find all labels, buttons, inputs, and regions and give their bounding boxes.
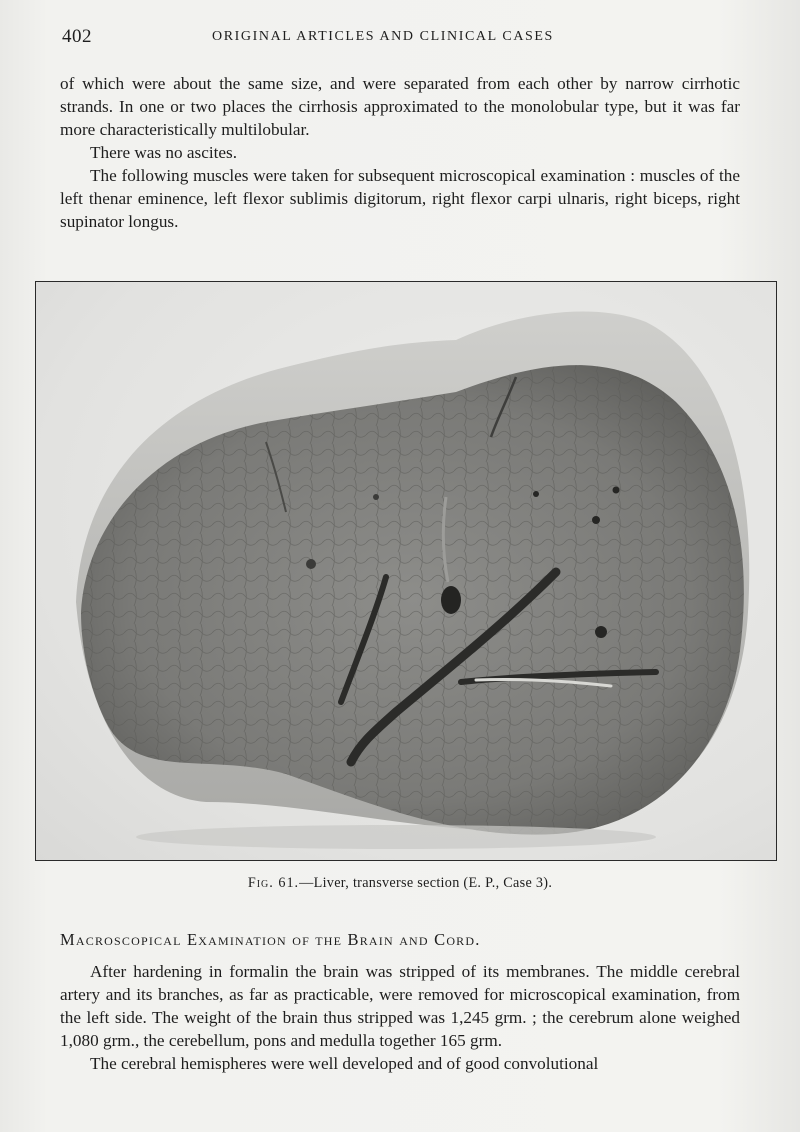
section-heading: Macroscopical Examination of the Brain and Cord.: [60, 930, 481, 949]
paragraph: The cerebral hemispheres were well developed and of good convolutional: [90, 1054, 599, 1073]
paragraph: The following muscles were taken for subsequent microscopical examination : muscles of the left thenar eminence, left flexor sublimis digitorum, right flexor carpi ulnaris, right biceps, right supinator longus.: [60, 166, 740, 231]
page-header: [62, 26, 752, 50]
figure-caption-text: —Liver, transverse section (E. P., Case 3).: [299, 875, 553, 891]
body-text-bottom: [60, 960, 740, 1075]
paragraph: After hardening in formalin the brain was stripped of its membranes. The middle cerebral artery and its branches, as far as practicable, were removed for microscopical examination, from the left side. The weight of the brain thus stripped was 1,245 grm. ; the cerebrum alone weighed 1,080 grm., the cerebellum, pons and medulla together 165 grm.: [60, 962, 740, 1050]
liver-specimen-illustration: [36, 282, 776, 860]
figure-label: Fig. 61.: [247, 875, 300, 891]
liver-photograph: [35, 281, 777, 861]
vessel-opening: [441, 586, 461, 614]
body-text-top: [60, 72, 740, 233]
paragraph: of which were about the same size, and were separated from each other by narrow cirrhotic strands. In one or two places the cirrhosis approximated to the monolobular type, but it was far more characteristically multilobular.: [60, 74, 740, 139]
paragraph: There was no ascites.: [90, 143, 237, 162]
running-head: ORIGINAL ARTICLES AND CLINICAL CASES: [212, 29, 554, 44]
page-number: 402: [62, 26, 92, 47]
figure-caption: [0, 875, 800, 892]
